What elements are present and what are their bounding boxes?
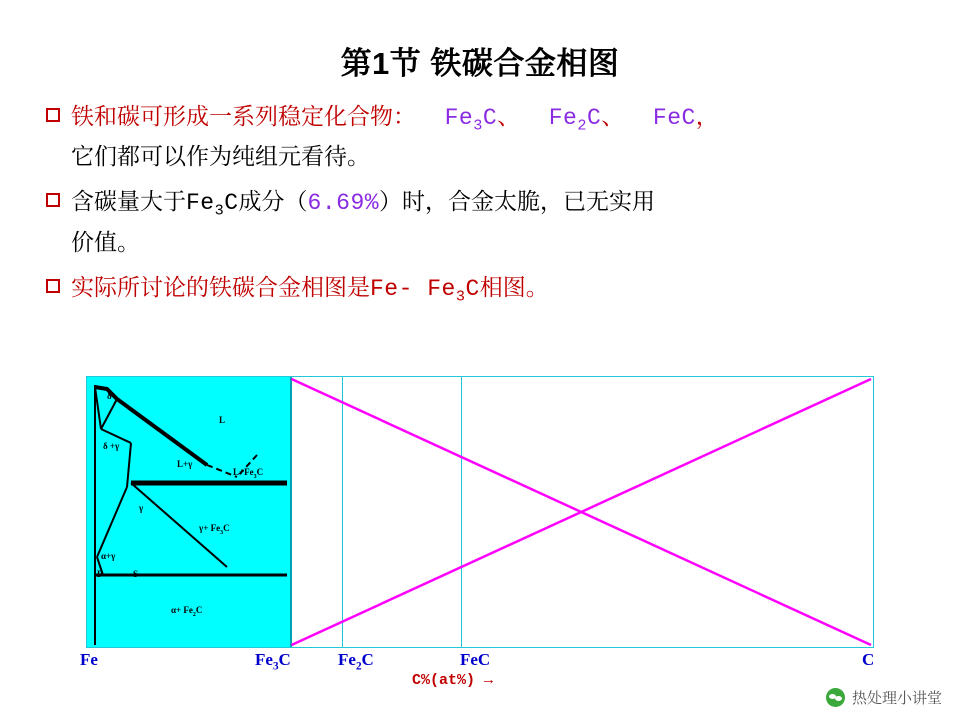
bullet-1-compound-1: $Fe_3C$ — [416, 105, 498, 135]
phase-label-alpha-Fe2C: $\alpha+ Fe_2C$ — [171, 605, 203, 618]
bullet-1-line2: 它们都可以作为纯组元看待。 — [71, 143, 370, 170]
phase-label-alpha-gamma: α+γ — [101, 551, 116, 561]
bullet-2-line1-c: ）时，合金太脆，已无实用 — [379, 188, 656, 215]
phase-label-gamma-Fe3C: $\gamma+ Fe_3C$ — [199, 523, 230, 536]
axis-tick-fe2c: $Fe_2C$ — [338, 650, 374, 673]
phase-label-L: L — [219, 415, 226, 425]
bullet-text-1 — [71, 98, 719, 175]
bullet-list — [46, 98, 926, 317]
bullet-item-2 — [46, 183, 926, 260]
bullet-3-formula: Fe- $Fe_3C$ — [370, 275, 480, 306]
phase-label-S: S — [133, 569, 139, 579]
axis-tick-fec: FeC — [460, 650, 491, 669]
phase-label-L-gamma: L+γ — [177, 459, 193, 469]
bullet-2-line1-b: 成分（ — [238, 188, 308, 215]
bullet-text-3 — [71, 269, 549, 309]
bullet-1-line1-pre: 铁和碳可形成一系列稳定化合物： — [71, 103, 416, 129]
wechat-logo-icon — [826, 688, 845, 707]
bullet-3-line1-a: 实际所讨论的铁碳合金相图是 — [71, 273, 370, 300]
bullet-1-compound-2: $Fe_2C$ — [520, 105, 602, 135]
grid-line-fec — [461, 377, 462, 647]
watermark-text: 热处理小讲堂 — [851, 690, 942, 707]
axis-tick-fe: Fe — [80, 650, 98, 669]
axis-tick-labels — [0, 650, 960, 674]
axis-tick-c: C — [862, 650, 875, 669]
bullet-2-line1-a: 含碳量大于 — [71, 188, 186, 215]
bullet-marker-icon — [46, 108, 60, 122]
phase-label-delta: δ — [107, 391, 112, 401]
bullet-item-1 — [46, 98, 926, 175]
bullet-text-2 — [71, 183, 655, 260]
page-title: 第1节 铁碳合金相图 — [340, 46, 620, 81]
bullet-2-line2: 价值。 — [71, 228, 140, 255]
watermark — [826, 687, 942, 708]
grid-line-fe2c — [342, 377, 343, 647]
phase-label-gamma: γ — [139, 503, 144, 513]
bullet-item-3 — [46, 269, 926, 309]
bullet-3-line1-b: 相图。 — [479, 273, 549, 300]
axis-caption — [0, 672, 960, 689]
axis-caption-text: C%(at%) → — [411, 672, 493, 689]
phase-label-P: P — [97, 569, 103, 579]
axis-tick-fe3c: $Fe_3C$ — [255, 650, 291, 673]
phase-label-L-Fe3C: $L+Fe_3C$ — [233, 467, 264, 480]
iron-carbon-phase-diagram — [87, 377, 292, 647]
phase-diagram-figure — [86, 376, 874, 648]
bullet-1-line1-end: ， — [695, 103, 719, 129]
bullet-1-sep-1: 、 — [497, 103, 521, 129]
bullet-1-sep-2: 、 — [601, 103, 625, 129]
bullet-2-value: 6.69% — [307, 190, 380, 217]
bullet-marker-icon — [46, 193, 60, 207]
bullet-1-compound-3: FeC — [624, 105, 696, 131]
bullet-2-formula: $Fe_3C$ — [186, 190, 239, 221]
phase-label-delta-gamma: δ +γ — [103, 441, 120, 451]
bullet-marker-icon — [46, 279, 60, 293]
